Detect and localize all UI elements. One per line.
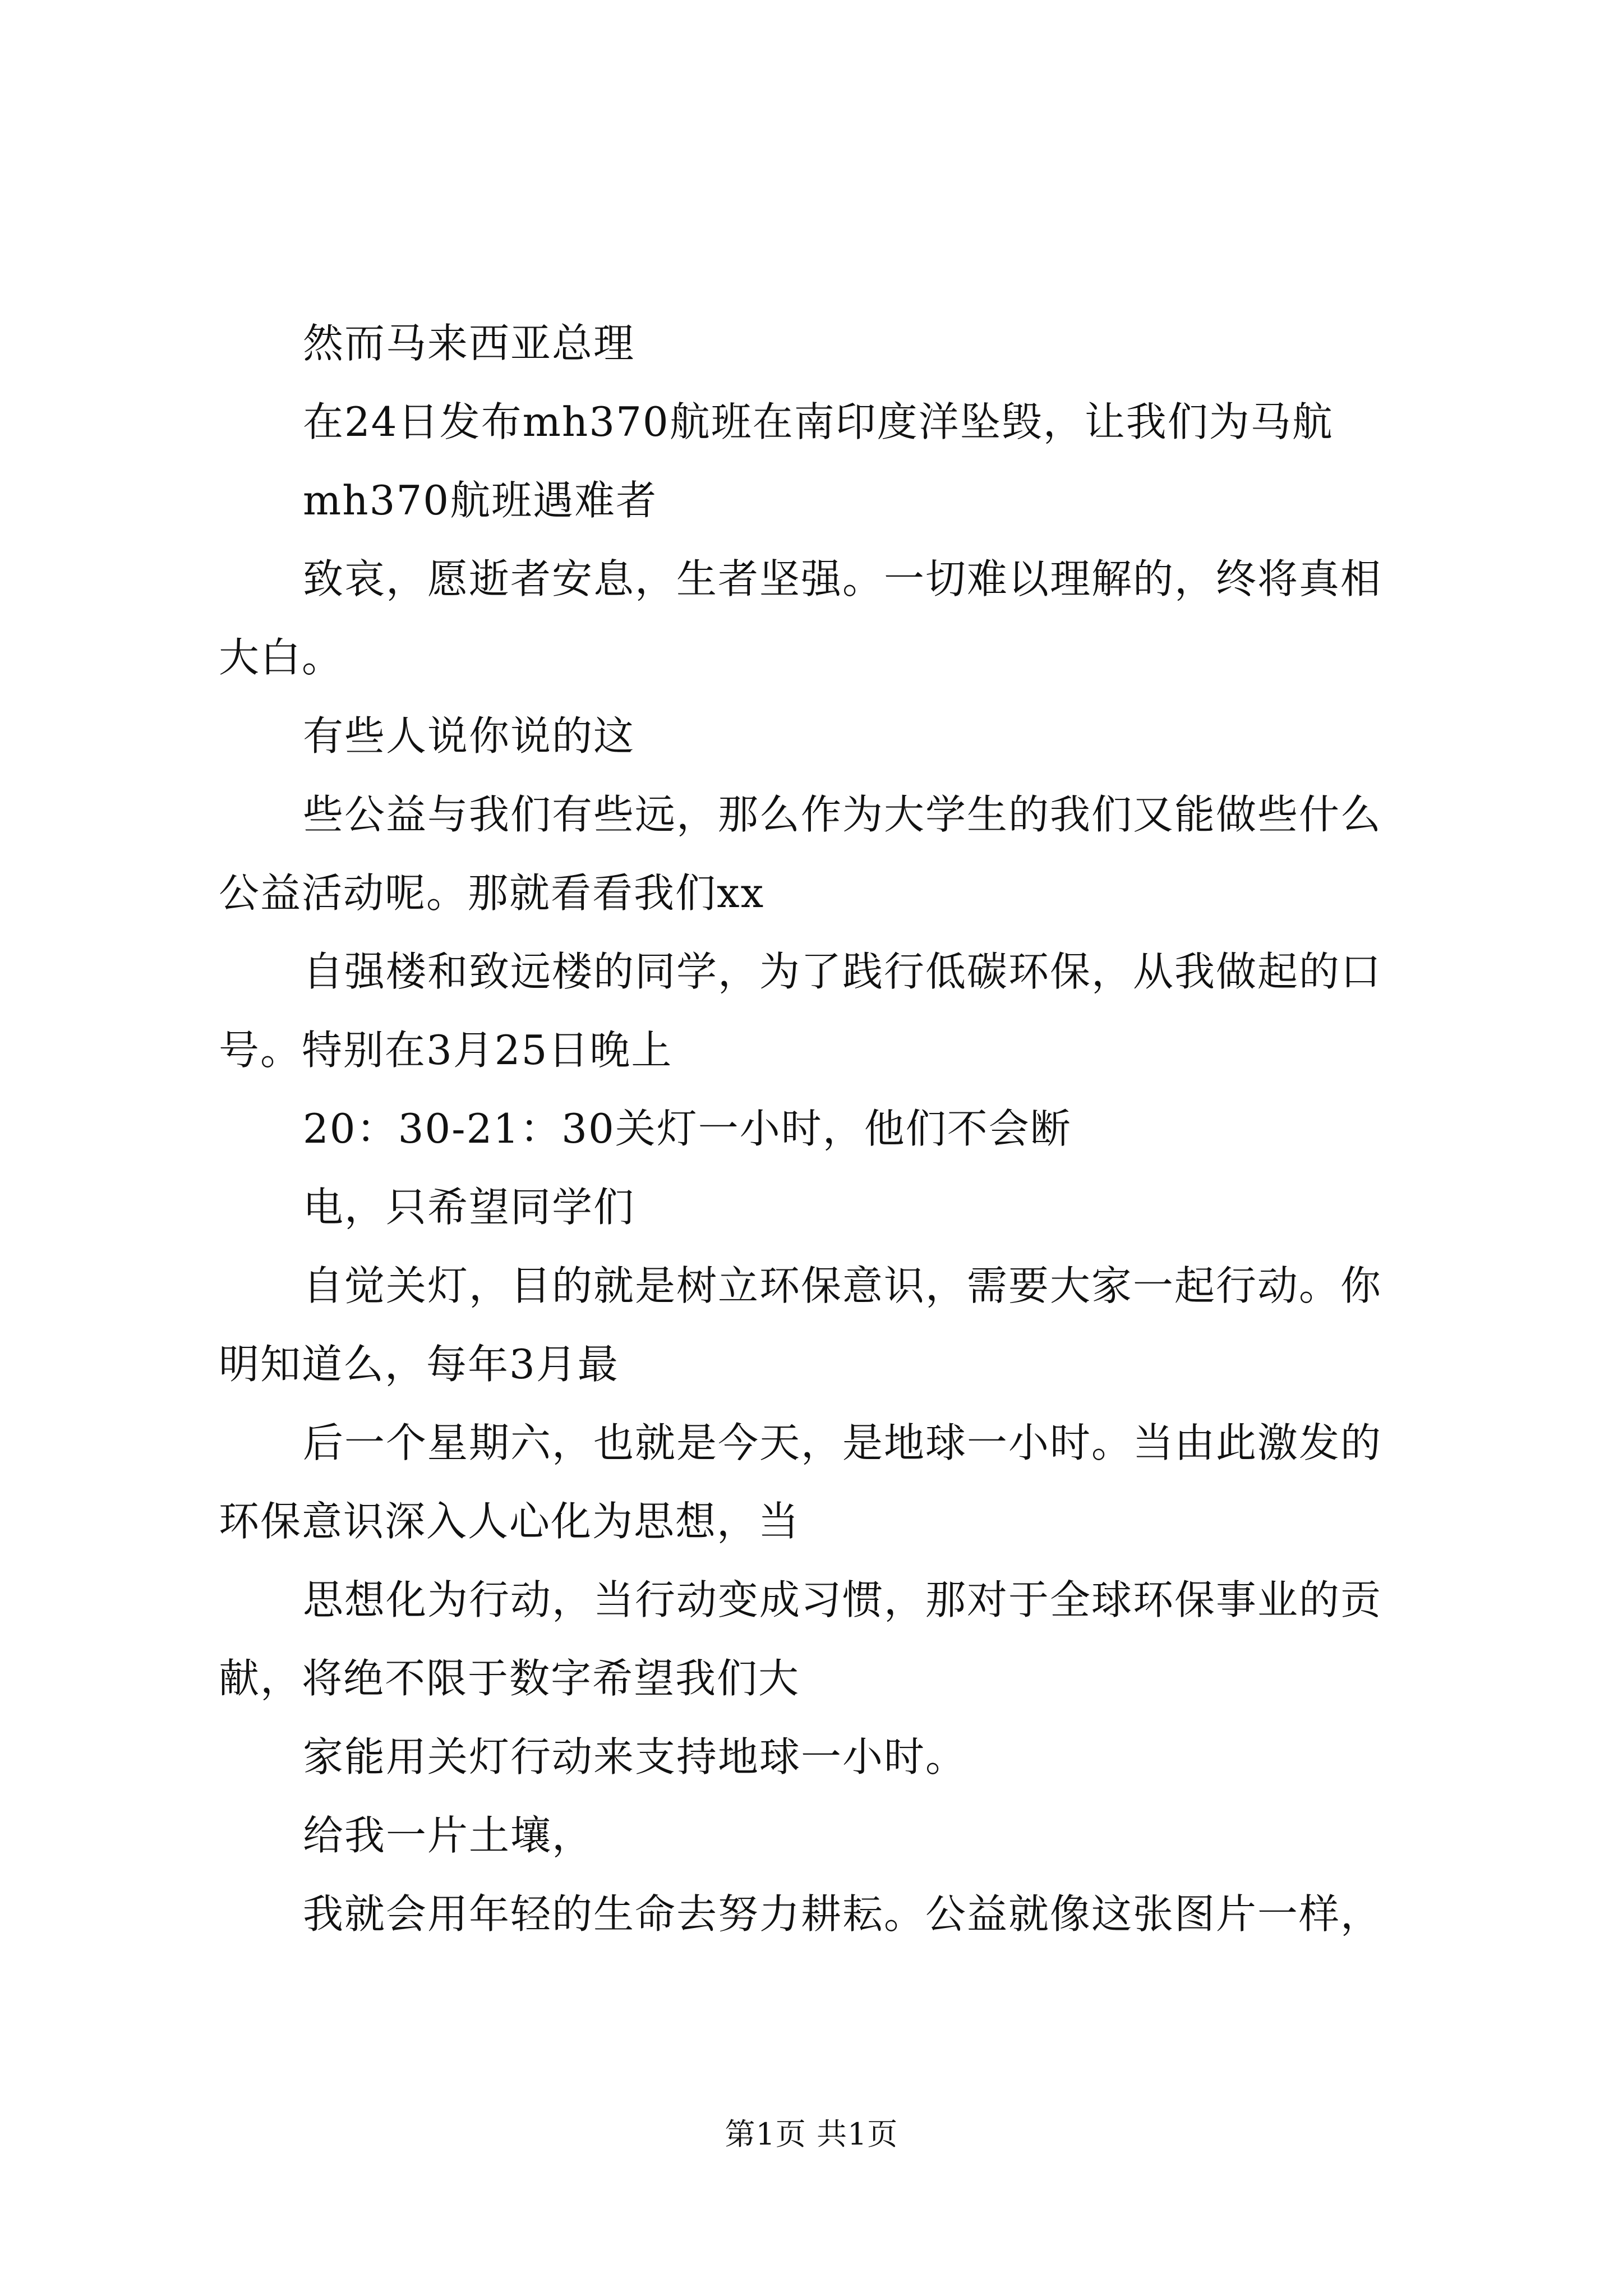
page-footer: 第1页 共1页 [725, 2116, 898, 2152]
text-line: 些公益与我们有些远，那么作为大学生的我们又能做些什么 [303, 791, 1382, 838]
text-line: 然而马来西亚总理 [303, 320, 635, 367]
text-line: 20：30-21：30关灯一小时，他们不会断 [303, 1105, 1072, 1152]
text-line: 献，将绝不限于数字希望我们大 [219, 1655, 800, 1702]
text-line: 公益活动呢。那就看看我们xx [219, 869, 765, 917]
text-line: 大白。 [219, 634, 344, 681]
text-line: 给我一片土壤， [303, 1812, 594, 1859]
text-line: 电，只希望同学们 [303, 1184, 635, 1231]
text-line: 自强楼和致远楼的同学，为了践行低碳环保，从我做起的口 [303, 948, 1382, 995]
text-line: 我就会用年轻的生命去努力耕耘。公益就像这张图片一样， [303, 1890, 1382, 1938]
body-text [219, 304, 1424, 1953]
text-line: 有些人说你说的这 [303, 712, 635, 760]
text-line: 思想化为行动，当行动变成习惯，那对于全球环保事业的贡 [303, 1576, 1382, 1623]
text-line: 号。特别在3月25日晚上 [219, 1027, 673, 1074]
text-line: 环保意识深入人心化为思想，当 [219, 1498, 800, 1545]
text-line: 后一个星期六，也就是今天，是地球一小时。当由此激发的 [303, 1419, 1382, 1466]
text-line: 在24日发布mh370航班在南印度洋坠毁，让我们为马航 [303, 398, 1334, 445]
text-line: mh370航班遇难者 [303, 477, 658, 524]
text-line: 家能用关灯行动来支持地球一小时。 [303, 1733, 967, 1780]
text-line: 自觉关灯，目的就是树立环保意识，需要大家一起行动。你 [303, 1262, 1382, 1309]
text-line: 致哀，愿逝者安息，生者坚强。一切难以理解的，终将真相 [303, 555, 1382, 602]
text-line: 明知道么，每年3月最 [219, 1341, 619, 1388]
